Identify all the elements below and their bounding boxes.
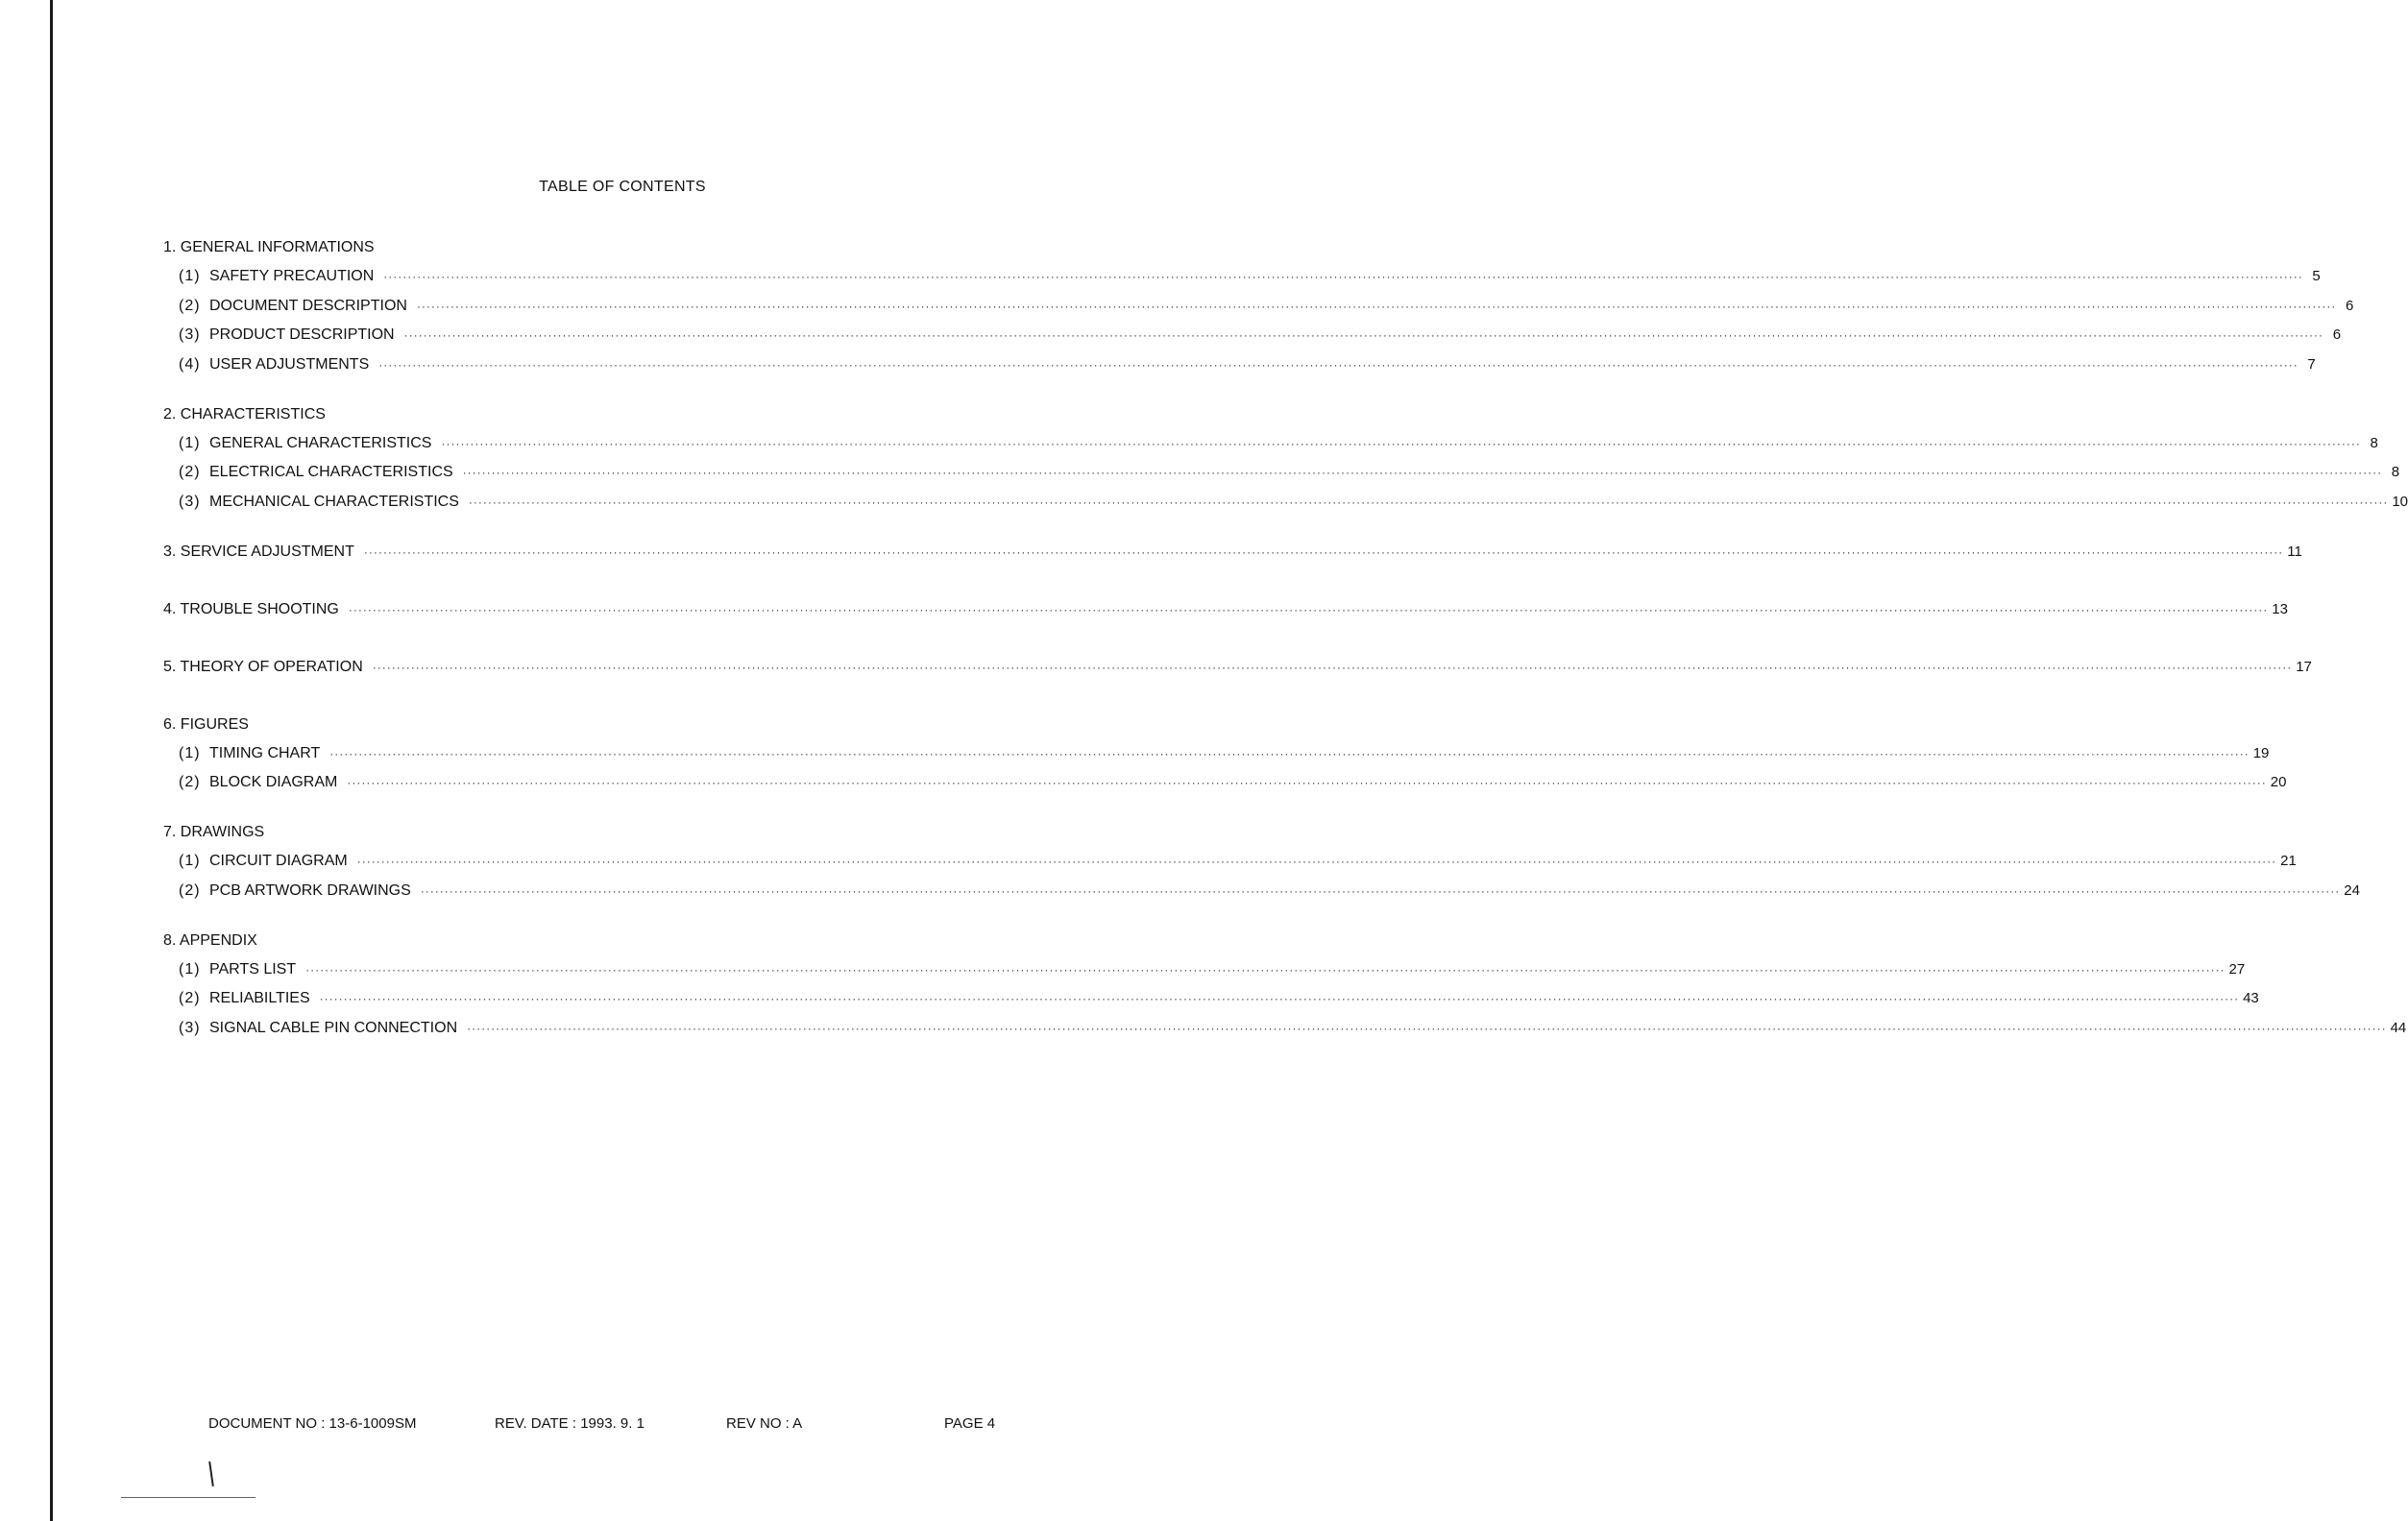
dot-leader: ················································································································································································································································································································································································································ bbox=[403, 328, 2324, 342]
entry-number: (3) bbox=[179, 1019, 201, 1036]
toc-section-heading[interactable] bbox=[163, 714, 1020, 736]
page-title: TABLE OF CONTENTS bbox=[539, 179, 706, 195]
dot-leader: ················································································································································································································································································································································································································ bbox=[305, 962, 2226, 977]
page-number: 43 bbox=[2243, 990, 2259, 1006]
entry-number: (1) bbox=[179, 853, 201, 869]
entry-label: PARTS LIST bbox=[209, 960, 297, 978]
toc-section-heading[interactable] bbox=[163, 599, 2288, 620]
entry-number: (2) bbox=[179, 990, 201, 1006]
toc-entry[interactable] bbox=[163, 433, 2378, 454]
footer-document-number: DOCUMENT NO : 13-6-1009SM bbox=[208, 1415, 417, 1432]
section-heading-label: 1. GENERAL INFORMATIONS bbox=[163, 239, 375, 255]
dot-leader: ················································································································································································································································································································································································································ bbox=[348, 602, 2269, 616]
toc-section bbox=[163, 930, 2407, 1039]
toc-entry[interactable] bbox=[163, 772, 2287, 793]
entry-label: TIMING CHART bbox=[209, 744, 321, 761]
dot-leader: ················································································································································································································································································································································································································ bbox=[363, 544, 2284, 559]
section-heading-label: 8. APPENDIX bbox=[163, 931, 257, 949]
entry-number: (2) bbox=[179, 774, 201, 790]
toc-entry[interactable] bbox=[163, 325, 2342, 346]
dot-leader: ················································································································································································································································································································································································································ bbox=[468, 495, 2389, 509]
toc-entry[interactable] bbox=[163, 988, 2259, 1009]
page-number: 10 bbox=[2392, 493, 2408, 510]
footer-page-number: PAGE 4 bbox=[944, 1415, 996, 1432]
toc-section-heading[interactable] bbox=[163, 404, 1020, 425]
page-number: 8 bbox=[2370, 434, 2378, 451]
entry-number: (4) bbox=[179, 355, 201, 373]
toc-entry[interactable] bbox=[163, 959, 2246, 980]
page-number: 24 bbox=[2344, 881, 2360, 899]
dot-leader: ················································································································································································································································································································································································································ bbox=[420, 883, 2341, 898]
dot-leader: ················································································································································································································································································································································································································ bbox=[462, 466, 2383, 479]
footer-rule bbox=[121, 1497, 255, 1498]
dot-leader: ················································································································································································································································································································································································································ bbox=[347, 776, 2267, 789]
page-number: 7 bbox=[2307, 355, 2316, 373]
footer-revision-date: REV. DATE : 1993. 9. 1 bbox=[495, 1415, 645, 1432]
page-number: 20 bbox=[2270, 774, 2287, 790]
entry-label: USER ADJUSTMENTS bbox=[209, 355, 370, 373]
entry-label: RELIABILTIES bbox=[209, 990, 310, 1006]
entry-number: (1) bbox=[179, 434, 201, 451]
toc-section bbox=[163, 542, 2302, 563]
dot-leader: ················································································································································································································································································································································································································ bbox=[372, 660, 2293, 674]
entry-number: (1) bbox=[179, 744, 201, 761]
toc-entry[interactable] bbox=[163, 1018, 2407, 1039]
entry-label: DOCUMENT DESCRIPTION bbox=[209, 297, 407, 314]
entry-label: GENERAL CHARACTERISTICS bbox=[209, 434, 432, 451]
page-number: 6 bbox=[2346, 297, 2354, 314]
toc-section bbox=[163, 657, 2312, 678]
entry-label: MECHANICAL CHARACTERISTICS bbox=[209, 493, 459, 510]
entry-label: PRODUCT DESCRIPTION bbox=[209, 326, 395, 343]
dot-leader: ················································································································································································································································································································································································································ bbox=[467, 1021, 2387, 1035]
page-number: 21 bbox=[2280, 853, 2297, 869]
page-number: 8 bbox=[2391, 464, 2400, 480]
toc-section-heading[interactable] bbox=[163, 930, 1020, 952]
entry-number: (2) bbox=[179, 881, 201, 899]
entry-label: PCB ARTWORK DRAWINGS bbox=[209, 881, 411, 899]
entry-number: (1) bbox=[179, 960, 201, 978]
toc-entry[interactable] bbox=[163, 881, 2360, 902]
page-number: 44 bbox=[2390, 1019, 2407, 1036]
section-heading-label: 4. TROUBLE SHOOTING bbox=[163, 600, 339, 617]
toc-section-heading[interactable] bbox=[163, 657, 2312, 678]
dot-leader: ················································································································································································································································································································································································································ bbox=[329, 746, 2250, 760]
toc-entry[interactable] bbox=[163, 851, 2297, 872]
binding-margin-line bbox=[50, 0, 53, 1521]
entry-label: SIGNAL CABLE PIN CONNECTION bbox=[209, 1019, 458, 1036]
page-number: 19 bbox=[2252, 744, 2270, 761]
section-heading-label: 2. CHARACTERISTICS bbox=[163, 405, 326, 422]
entry-number: (2) bbox=[179, 464, 201, 480]
entry-label: ELECTRICAL CHARACTERISTICS bbox=[209, 464, 453, 480]
toc-section bbox=[163, 237, 2354, 375]
toc-section-heading[interactable] bbox=[163, 542, 2302, 563]
entry-label: CIRCUIT DIAGRAM bbox=[209, 853, 348, 869]
dot-leader: ················································································································································································································································································································································································································ bbox=[383, 270, 2303, 283]
toc-section-heading[interactable] bbox=[163, 822, 1020, 843]
page-number: 17 bbox=[2296, 658, 2312, 675]
section-heading-label: 6. FIGURES bbox=[163, 715, 249, 733]
page-number: 13 bbox=[2272, 600, 2288, 617]
toc-entry[interactable] bbox=[163, 743, 2270, 764]
toc-section bbox=[163, 404, 2408, 513]
entry-number: (2) bbox=[179, 297, 201, 314]
entry-number: (3) bbox=[179, 326, 201, 343]
toc-section-heading[interactable] bbox=[163, 237, 1020, 258]
dot-leader: ················································································································································································································································································································································································································ bbox=[441, 436, 2361, 450]
page-number: 6 bbox=[2332, 326, 2342, 343]
section-heading-label: 5. THEORY OF OPERATION bbox=[163, 658, 363, 675]
toc-entry[interactable] bbox=[163, 266, 2321, 287]
dot-leader: ················································································································································································································································································································································································································ bbox=[416, 299, 2337, 313]
dot-leader: ················································································································································································································································································································································································································ bbox=[319, 992, 2240, 1005]
entry-label: SAFETY PRECAUTION bbox=[209, 268, 375, 284]
page-number: 5 bbox=[2312, 268, 2321, 284]
page-number: 11 bbox=[2287, 543, 2302, 560]
dot-leader: ················································································································································································································································································································································································································ bbox=[356, 855, 2277, 868]
footer-revision-number: REV NO : A bbox=[726, 1415, 803, 1432]
toc-section bbox=[163, 599, 2288, 620]
entry-number: (1) bbox=[179, 268, 201, 284]
entry-label: BLOCK DIAGRAM bbox=[209, 774, 338, 790]
toc-section bbox=[163, 714, 2287, 794]
table-of-contents bbox=[163, 237, 2408, 1068]
section-heading-label: 3. SERVICE ADJUSTMENT bbox=[163, 543, 354, 560]
page-number: 27 bbox=[2228, 960, 2246, 978]
entry-number: (3) bbox=[179, 493, 201, 510]
section-heading-label: 7. DRAWINGS bbox=[163, 824, 265, 840]
toc-entry[interactable] bbox=[163, 296, 2354, 317]
dot-leader: ················································································································································································································································································································································································································ bbox=[378, 357, 2299, 372]
toc-section bbox=[163, 822, 2360, 902]
pen-mark bbox=[208, 1461, 214, 1486]
toc-entry[interactable] bbox=[163, 354, 2316, 375]
toc-entry[interactable] bbox=[163, 462, 2400, 483]
toc-entry[interactable] bbox=[163, 492, 2408, 513]
